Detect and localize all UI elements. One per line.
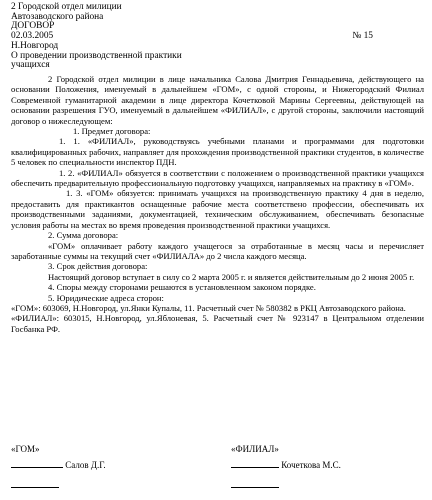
document-date: 02.03.2005 [11,31,54,42]
document-title: ДОГОВОР [11,21,55,32]
signature-right [231,444,421,491]
section-3-heading: 3. Срок действия договора: [48,261,148,272]
clause-1-2: 1. 2. «ФИЛИАЛ» обязуется в соответствии с положением о производственной практики учащихся обеспечить предварительную профессиональную подготовку учащихся, направляемых на практику в «ГОМ». [11,167,424,189]
party-filial-label: «ФИЛИАЛ» [231,444,279,454]
date-number-row [11,32,421,42]
stamp-line-filial [231,479,421,491]
document-header [11,3,421,71]
signature-line-gom [11,459,211,471]
clause-1-1: 1. 1. «ФИЛИАЛ», руководствуясь учебными планами и программами для подготовки квалифицированных рабочих, направляет для прохождения производственной практики студентов, в количестве 5 человек по специальности инспектор ПДН. [11,136,424,168]
section-1-heading: 1. Предмет договора: [73,126,151,137]
intro-paragraph: 2 Городской отдел милиции в лице начальника Салова Дмитрия Геннадьевича, действующего на основании Положения, именуемый в дальнейшем «ГОМ», с одной стороны, и Нижегородский Филиал Современной гуманитарной академии в лице директора Кочетковой Марины Сергеевны, действующей на основании разрешения ГУО, именуемый в дальнейшем «ФИЛИАЛ», с другой стороны, заключили настоящий договор о нижеследующем: [11,74,424,126]
clause-3-text: Настоящий договор вступает в силу со 2 марта 2005 г. и является действительным до 2 июня 2005 г. [48,271,415,282]
stamp-underline [11,479,59,488]
document-subject: О проведении производственной практики [11,50,182,61]
organization-name: 2 Городской отдел милиции [11,2,122,12]
signature-left [11,444,211,491]
section-4: 4. Споры между сторонами решаются в установленном законом порядке. [48,282,316,293]
signature-underline [231,459,279,468]
document-number: № 15 [352,31,373,42]
organization-district: Автозаводского района [11,11,104,22]
signature-underline [11,459,63,468]
stamp-line-gom [11,479,211,491]
signature-line-filial [231,459,421,471]
stamp-underline [231,479,279,488]
address-gom: «ГОМ»: 603069, Н.Новгород, ул.Янки Купалы, 11. Расчетный счет № 580382 в РКЦ Автозаводского района. [11,302,406,313]
document-subject-cont: учащихся [11,60,50,71]
address-filial: «ФИЛИАЛ»: 603015, Н.Новгород, ул.Яблоневая, 5. Расчетный счет № 923147 в Центральном отделении Госбанка РФ. [11,313,424,334]
clause-1-3: 1. 3. «ГОМ» обязуется: принимать учащихся на производственную практику 4 дня в неделю, предоставить для практикантов оснащенные рабочие места соответствено профессии, обеспечивать их производственными заданиями, документацией, техническим обслуживанием, обеспечивать безопасные условия работы на местах во время проведения производственной практики учащихся. [11,188,424,230]
section-5-heading: 5. Юридические адреса сторон: [48,292,164,303]
signer-filial-name: Кочеткова М.С. [281,459,341,470]
document-city: Н.Новгород [11,40,59,51]
party-gom-label: «ГОМ» [11,444,40,454]
section-2-heading: 2. Сумма договора: [48,230,119,241]
clause-2-text: «ГОМ» оплачивает работу каждого учащегося за отработанные в месяц часы и перечисляет заработанные суммы на текущий счет «ФИЛИАЛА» до 2 числа каждого месяца. [11,240,424,261]
document-body [11,74,424,334]
signer-gom-name: Салов Д.Г. [65,459,106,470]
signature-block [11,444,421,491]
